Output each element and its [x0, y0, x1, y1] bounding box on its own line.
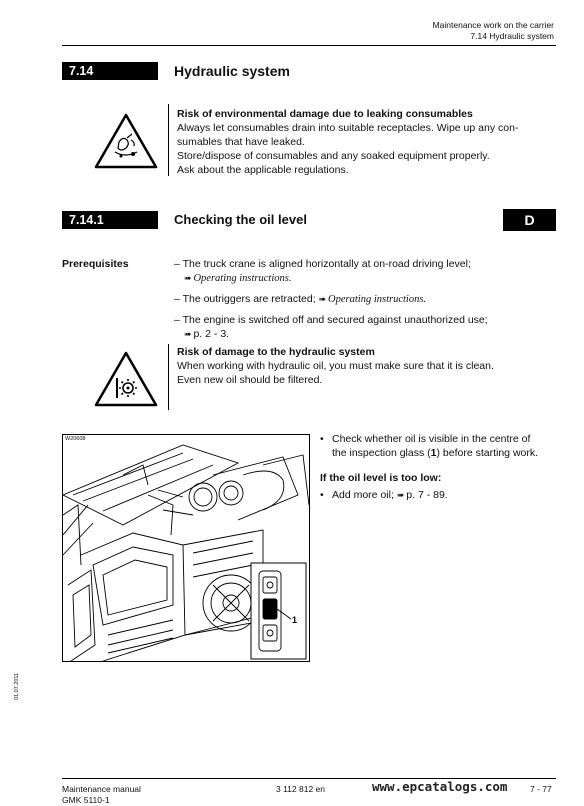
- reference-link[interactable]: p. 2 - 3.: [193, 328, 230, 340]
- dash: –: [174, 314, 180, 326]
- hydraulic-warning-icon: [93, 350, 159, 408]
- footer-page: 7 - 77: [530, 784, 552, 794]
- prerequisites-list: [174, 257, 554, 341]
- reference-link[interactable]: p. 7 - 89.: [406, 489, 448, 501]
- figure-code: W20608: [65, 436, 86, 442]
- arrow-icon: ➠: [318, 294, 326, 304]
- instruction-text: Add more oil;: [332, 489, 394, 501]
- version-badge: D: [503, 209, 556, 231]
- instruction-text: Check whether oil is visible in the centre of: [332, 433, 531, 445]
- instruction-add: [320, 488, 560, 502]
- environment-warning: [177, 107, 557, 177]
- warning-divider: [168, 344, 169, 410]
- instructions: [320, 432, 560, 502]
- hydraulic-warning-line: When working with hydraulic oil, you must make sure that it is clean.: [177, 360, 494, 372]
- reference-link[interactable]: Operating instructions.: [193, 273, 292, 284]
- prerequisite-text: The truck crane is aligned horizontally at on-road driving level;: [182, 258, 471, 270]
- environment-warning-line: Store/dispose of consumables and any soaked equipment properly.: [177, 150, 490, 162]
- prerequisite-text: The engine is switched off and secured against unauthorized use;: [182, 314, 488, 326]
- low-oil-heading: If the oil level is too low:: [320, 472, 442, 484]
- subsection-title: Checking the oil level: [174, 212, 307, 227]
- hydraulic-warning: [177, 345, 557, 387]
- prerequisites-label: Prerequisites: [62, 258, 129, 270]
- section-title: Hydraulic system: [174, 63, 290, 79]
- environment-warning-line: sumables that have leaked.: [177, 136, 305, 148]
- dash: –: [174, 293, 180, 305]
- dash: –: [174, 258, 180, 270]
- instruction-check: [320, 432, 560, 460]
- footer-manual: Maintenance manual: [62, 784, 141, 794]
- header-chapter: Maintenance work on the carrier: [432, 20, 554, 30]
- bullet: •: [320, 489, 324, 501]
- arrow-icon: ➠: [184, 329, 191, 339]
- footer-left: [62, 784, 141, 806]
- running-header: [433, 20, 554, 42]
- prerequisite-item: [174, 313, 554, 341]
- instruction-text: the inspection glass (: [332, 447, 431, 459]
- reference-link[interactable]: Operating instructions.: [328, 294, 427, 305]
- figure-callout: 1: [292, 615, 298, 625]
- prerequisite-item: [174, 257, 554, 286]
- watermark: www.epcatalogs.com: [372, 779, 508, 794]
- instruction-text: ) before starting work.: [436, 447, 539, 459]
- environment-warning-line: Always let consumables drain into suitable receptacles. Wipe up any con-: [177, 122, 519, 134]
- prerequisite-text: The outriggers are retracted;: [182, 293, 316, 305]
- header-section: 7.14 Hydraulic system: [470, 31, 554, 41]
- crane-figure: [62, 434, 310, 662]
- environment-warning-line: Ask about the applicable regulations.: [177, 164, 349, 176]
- bullet: •: [320, 433, 324, 445]
- arrow-icon: ➠: [184, 273, 191, 283]
- prerequisite-item: [174, 292, 554, 307]
- footer-docno: 3 112 812 en: [276, 784, 325, 794]
- callout-ref: 1: [430, 447, 437, 459]
- footer-model: GMK 5110-1: [62, 795, 110, 805]
- arrow-icon: ➠: [396, 490, 404, 500]
- environment-warning-icon: [93, 112, 159, 170]
- hydraulic-warning-title: Risk of damage to the hydraulic system: [177, 346, 375, 358]
- environment-warning-title: Risk of environmental damage due to leaking consumables: [177, 108, 473, 120]
- truck-crane-drawing: [63, 435, 309, 661]
- section-number: 7.14: [62, 62, 158, 80]
- warning-divider: [168, 104, 169, 176]
- subsection-number: 7.14.1: [62, 211, 158, 229]
- hydraulic-warning-line: Even new oil should be filtered.: [177, 374, 323, 386]
- header-rule: [62, 45, 556, 46]
- side-date: 01.07.2011: [14, 672, 20, 700]
